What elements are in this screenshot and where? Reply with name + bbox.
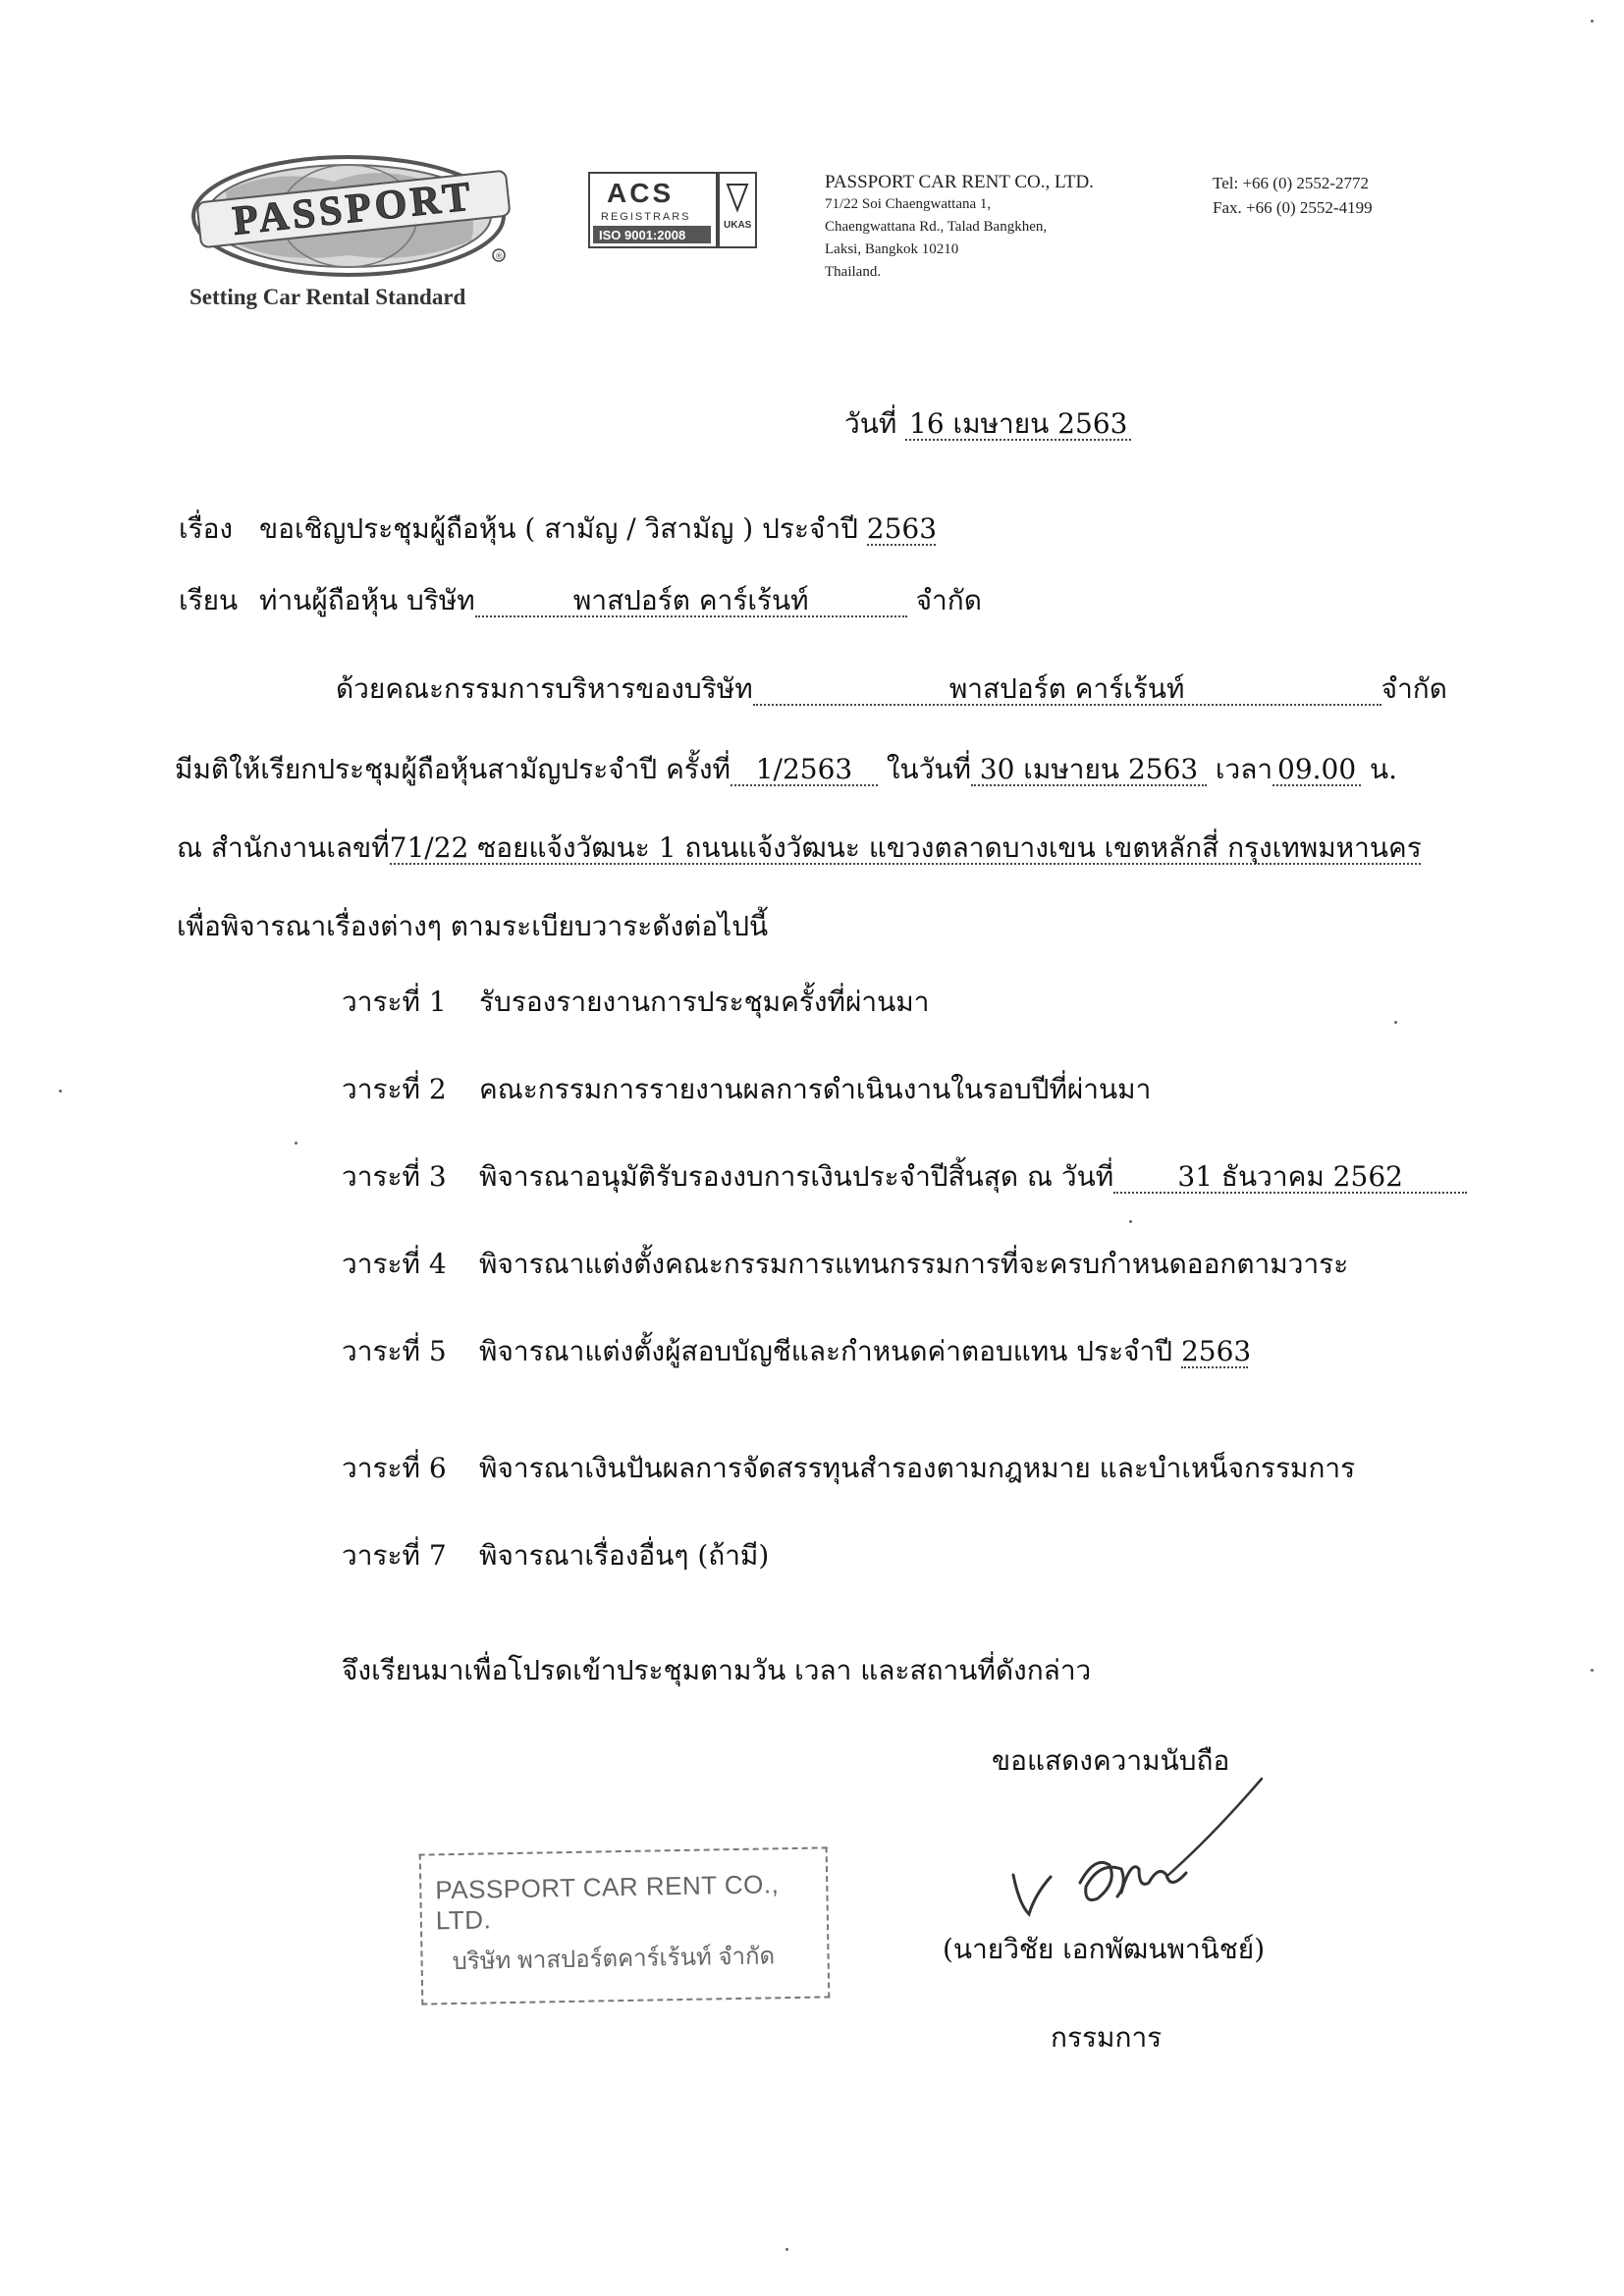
subject-line [179, 511, 936, 547]
agenda-text: พิจารณาอนุมัติรับรองงบการเงินประจำปีสิ้นสุด ณ วันที่ [479, 1160, 1114, 1193]
company-name: PASSPORT CAR RENT CO., LTD. [825, 172, 1094, 192]
logo-text: PASSPORT [230, 174, 477, 244]
address-line: Chaengwattana Rd., Talad Bangkhen, [825, 219, 1048, 235]
addressee-text: ท่านผู้ถือหุ้น บริษัท [259, 584, 475, 616]
ukas-text: UKAS [724, 220, 752, 231]
iso-code-text: ISO 9001:2008 [599, 228, 686, 242]
agenda-fill: 2563 [1180, 1335, 1252, 1367]
agenda-text: รับรองรายงานการประชุมครั้งที่ผ่านมา [479, 986, 930, 1018]
addressee-line [179, 583, 982, 618]
body-text: จำกัด [1380, 672, 1447, 705]
agenda-label: วาระที่ 3 [342, 1160, 447, 1193]
contact-block [1213, 171, 1373, 220]
agenda-item [342, 1334, 1252, 1369]
company-stamp [419, 1846, 831, 2004]
fax-number: Fax. +66 (0) 2552-4199 [1213, 198, 1373, 217]
handwritten-signature [1001, 1767, 1276, 1934]
agenda-label: วาระที่ 1 [342, 986, 447, 1018]
body-line-4: เพื่อพิจารณาเรื่องต่างๆ ตามระเบียบวาระดังต่อไปนี้ [177, 910, 769, 942]
agenda-text: พิจารณาเรื่องอื่นๆ (ถ้ามี) [479, 1539, 770, 1572]
stamp-thai-text: บริษัท พาสปอร์ตคาร์เร้นท์ จำกัด [452, 1943, 776, 1976]
body-text: มีมติให้เรียกประชุมผู้ถือหุ้นสามัญประจำปี ครั้งที่ [175, 753, 731, 785]
subject-year: 2563 [866, 512, 938, 545]
agenda-text: พิจารณาแต่งตั้งผู้สอบบัญชีและกำหนดค่าตอบแทน ประจำปี [479, 1335, 1173, 1367]
body-text: น. [1370, 753, 1398, 785]
subject-label: เรื่อง [179, 512, 234, 545]
iso-certification-logo [587, 171, 759, 249]
agenda-item [342, 1072, 1151, 1107]
phone-number: Tel: +66 (0) 2552-2772 [1213, 174, 1370, 192]
address-line: Laksi, Bangkok 10210 [825, 241, 959, 257]
address-line: 71/22 Soi Chaengwattana 1, [825, 196, 992, 212]
body-line-3 [177, 830, 1421, 866]
agenda-item [342, 985, 929, 1020]
addressee-label: เรียน [179, 584, 239, 616]
signer-title: กรรมการ [1051, 2021, 1163, 2054]
svg-text:®: ® [496, 251, 503, 261]
logo-tagline: Setting Car Rental Standard [189, 285, 466, 309]
body-line-1 [336, 671, 1447, 707]
body-text: ด้วยคณะกรรมการบริหารของบริษัท [336, 672, 753, 705]
stamp-english-text: PASSPORT CAR RENT CO., LTD. [435, 1869, 780, 1936]
body-text: ณ สำนักงานเลขที่ [177, 831, 390, 864]
agenda-label: วาระที่ 2 [342, 1073, 447, 1105]
meeting-date: 30 เมษายน 2563 [971, 755, 1207, 786]
agenda-item [342, 1247, 1348, 1282]
addressee-company: พาสปอร์ต คาร์เร้นท์ [475, 586, 907, 617]
agenda-item [342, 1159, 1467, 1195]
agenda-text: พิจารณาเงินปันผลการจัดสรรทุนสำรองตามกฎหมาย และบำเหน็จกรรมการ [479, 1452, 1356, 1484]
agenda-item [342, 1538, 769, 1574]
agenda-label: วาระที่ 4 [342, 1248, 447, 1280]
agenda-item [342, 1451, 1355, 1486]
letter-date [844, 406, 1131, 442]
closing-text: จึงเรียนมาเพื่อโปรดเข้าประชุมตามวัน เวลา และสถานที่ดังกล่าว [342, 1654, 1092, 1686]
agenda-fill: 31 ธันวาคม 2562 [1113, 1162, 1467, 1194]
meeting-address: 71/22 ซอยแจ้งวัฒนะ 1 ถนนแจ้งวัฒนะ แขวงตลาดบางเขน เขตหลักสี่ กรุงเทพมหานคร [389, 831, 1422, 864]
body-text: เวลา [1215, 753, 1273, 785]
meeting-number: 1/2563 [731, 755, 878, 786]
body-line-2 [175, 752, 1397, 787]
agenda-label: วาระที่ 5 [342, 1335, 447, 1367]
date-label: วันที่ [844, 407, 897, 440]
body-text: ในวันที่ [886, 753, 972, 785]
meeting-time: 09.00 [1272, 755, 1361, 786]
date-value: 16 เมษายน 2563 [905, 409, 1131, 441]
addressee-suffix: จำกัด [915, 584, 982, 616]
company-address-block [825, 171, 1094, 284]
regards-text: ขอแสดงความนับถือ [992, 1744, 1230, 1777]
acs-brand-text: ACS [607, 178, 675, 208]
acs-registrars-text: REGISTRARS [601, 211, 691, 223]
agenda-text: พิจารณาแต่งตั้งคณะกรรมการแทนกรรมการที่จะครบกำหนดออกตามวาระ [479, 1248, 1349, 1280]
subject-text: ขอเชิญประชุมผู้ถือหุ้น ( สามัญ / วิสามัญ ) ประจำปี [259, 512, 858, 545]
signer-name: (นายวิชัย เอกพัฒนพานิชย์) [943, 1933, 1266, 1965]
agenda-text: คณะกรรมการรายงานผลการดำเนินงานในรอบปีที่ผ่านมา [479, 1073, 1152, 1105]
agenda-label: วาระที่ 7 [342, 1539, 447, 1572]
passport-globe-logo [187, 147, 520, 285]
body-company: พาสปอร์ต คาร์เร้นท์ [753, 674, 1381, 706]
address-line: Thailand. [825, 264, 882, 280]
agenda-label: วาระที่ 6 [342, 1452, 447, 1484]
